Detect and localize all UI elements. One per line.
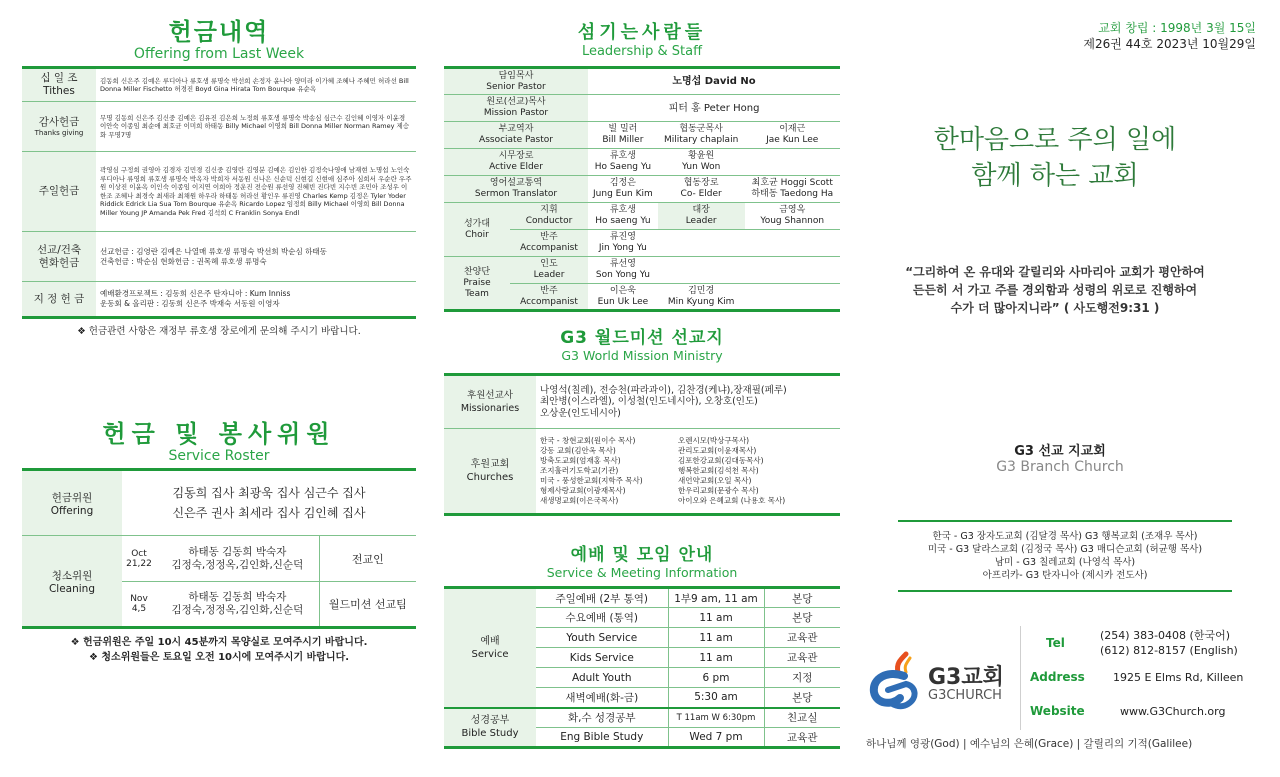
co-elder-label: 협동장로 Co- Elder xyxy=(658,176,745,203)
offering-table xyxy=(22,66,416,319)
churches-label: 후원교회 Churches xyxy=(444,429,536,515)
service-name: 수요예배 (통역) xyxy=(536,608,668,628)
thanks-label xyxy=(22,102,96,152)
co-elder-names: 최호균 Hoggi Scott 하태동 Taedong Ha xyxy=(745,176,841,203)
designated-names: 예배환경프로젝트 : 김동희 신은주 탄자니아 : Kum Inniss 운동회 & 올리판 : 김동희 신은주 박재숙 서동원 이영자 xyxy=(100,289,291,308)
branch-list xyxy=(898,520,1232,592)
scripture-verse xyxy=(870,263,1240,317)
service-time: 5:30 am xyxy=(668,688,764,708)
issue-number: 제26권 44호 2023년 10월29일 xyxy=(1083,37,1256,51)
roster-offering-line1: 김동희 집사 최광욱 집사 심근수 집사 xyxy=(172,486,366,500)
praise-leader-label: 인도 Leader xyxy=(510,257,588,284)
service-subtitle: Service & Meeting Information xyxy=(546,565,738,580)
branch-item: 미국 - G3 달라스교회 (김정국 목사) G3 매디슨교회 (허균행 목사) xyxy=(927,544,1203,555)
mission-building-names: 선교헌금 : 김영란 김예은 나열매 류호생 류명숙 박선희 박순심 하태동 건축헌금 : 박순심 현화헌금 : 권목혜 류호생 류명숙 xyxy=(96,232,416,282)
tel-label: Tel xyxy=(1046,636,1065,650)
contact-info xyxy=(1030,628,1255,726)
roster-table xyxy=(22,468,416,629)
mission-pastor-label: 원로(선교)목사 Mission Pastor xyxy=(444,95,588,122)
roster-cleaning-label-ko: 청소위원 xyxy=(51,569,93,582)
associate-pastor-label: 부교역자 Associate Pastor xyxy=(444,122,588,149)
roster-date xyxy=(122,536,156,582)
leadership-title: 섬기는사람들 xyxy=(577,22,707,43)
service-time: 11 am xyxy=(668,628,764,648)
offering-section xyxy=(22,18,416,337)
service-section xyxy=(444,545,840,749)
roster-offering-label xyxy=(22,470,122,536)
roster-cleaning-names1: 하태동 김동희 박숙자 xyxy=(188,545,287,558)
roster-date-month: Oct xyxy=(131,548,147,559)
branch-subtitle: G3 Branch Church xyxy=(996,459,1124,475)
leadership-section xyxy=(444,22,840,312)
thanks-names: 무명 김동희 신은주 김신중 김예은 김유진 김은희 노정희 류호생 류명숙 박송심 심근수 김인혜 이영자 이윤경 이안숙 이종임 최순애 최호균 이미희 하태동 Billy Michael 이영희 Bill Donna Miller Norman Ramey 제승화 무명7명 xyxy=(96,102,416,152)
conductor-label: 지휘 Conductor xyxy=(510,203,588,230)
roster-group: 월드미션 선교팀 xyxy=(319,582,416,628)
verse-line-3: 수가 더 많아지니라” xyxy=(950,301,1060,315)
bible-study-name: 화,수 성경공부 xyxy=(536,708,668,728)
associate-pastor-1: 빌 밀러 Bill Miller xyxy=(588,122,658,149)
choir-leader-name: 금영옥 Youg Shannon xyxy=(745,203,841,230)
conductor-name: 류호생 Ho saeng Yu xyxy=(588,203,658,230)
mission-title: G3 월드미션 선교지 xyxy=(560,328,724,348)
sunday-label: 주일헌금 xyxy=(22,152,96,232)
service-name: Adult Youth xyxy=(536,668,668,688)
branch-item: 아프리카- G3 탄자니아 (제시카 전도사) xyxy=(982,570,1148,581)
service-place: 교육관 xyxy=(764,628,840,648)
associate-pastor-2: 협동군목사 Military chaplain xyxy=(658,122,745,149)
church-motto xyxy=(870,122,1240,194)
service-name: Youth Service xyxy=(536,628,668,648)
bible-study-place: 교육관 xyxy=(764,728,840,748)
roster-date-days: 21,22 xyxy=(126,558,152,569)
roster-note-1: ❖ 헌금위원은 주일 10시 45분까지 목양실로 모여주시기 바랍니다. xyxy=(70,637,368,648)
translator-name: 김정은 Jung Eun Kim xyxy=(588,176,658,203)
service-name: Kids Service xyxy=(536,648,668,668)
roster-group: 전교인 xyxy=(319,536,416,582)
church-logo xyxy=(866,650,1016,710)
tel-korean: (254) 383-0408 (한국어) xyxy=(1100,629,1230,642)
mission-building-label xyxy=(22,232,96,282)
active-elder-2: 황윤원 Yun Won xyxy=(658,149,745,176)
motto-line-1: 한마음으로 주의 일에 xyxy=(933,125,1177,155)
service-name: 새벽예배(화-금) xyxy=(565,691,639,704)
motto-line-2: 함께 하는 교회 xyxy=(971,161,1139,191)
roster-offering-label-ko: 헌금위원 xyxy=(51,491,93,504)
roster-offering-names xyxy=(122,470,416,536)
roster-date xyxy=(122,582,156,628)
service-name: 주일예배 (2부 통역) xyxy=(536,588,668,608)
leadership-table xyxy=(444,66,840,312)
thanks-label-ko: 감사헌금 xyxy=(38,116,80,128)
choir-leader-label: 대장 Leader xyxy=(658,203,745,230)
tel-english: (612) 812-8157 (English) xyxy=(1100,644,1238,657)
branch-item: 한국 - G3 장자도교회 (김달경 목사) G3 행복교회 (조재우 목사) xyxy=(932,531,1198,542)
choir-label: 성가대 Choir xyxy=(444,203,510,257)
choir-accompanist-name: 류진영 Jin Yong Yu xyxy=(588,230,658,257)
mission-building-label-en: 현화헌금 xyxy=(38,256,80,269)
missionaries-list: 나영석(칠레), 전승천(파라과이), 김찬경(케냐),장재필(페루) 최안병(이스라엘), 이성철(인도네시아), 오창호(인도) 오상운(인도네시아) xyxy=(536,375,840,429)
roster-section xyxy=(22,420,416,663)
mission-subtitle: G3 World Mission Ministry xyxy=(561,348,723,363)
address-label: Address xyxy=(1030,670,1085,684)
senior-pastor-label: 담임목사 Senior Pastor xyxy=(444,68,588,95)
active-elder-label: 시무장로 Active Elder xyxy=(444,149,588,176)
branch-title: G3 선교 지교회 xyxy=(1014,444,1106,459)
verse-line-1: “그리하여 온 유대와 갈릴리와 사마리아 교회가 평안하여 xyxy=(905,265,1205,279)
service-time: 6 pm xyxy=(668,668,764,688)
designated-label: 지 정 헌 금 xyxy=(22,282,96,318)
roster-title: 헌금 및 봉사위원 xyxy=(102,420,336,448)
service-time: 11 am xyxy=(668,648,764,668)
mission-table xyxy=(444,373,840,516)
churches-list xyxy=(536,429,840,515)
churches-list-right: 오렌시모(박상구목사) 관리도교회(이윤재목사) 김포한강교회(김대동목사) 행복한교회(김석천 목사) 새언약교회(오일 목사) 한우리교회(문광수 목사) 아이오와 은혜교회 (나용호 목사) xyxy=(678,436,786,505)
praise-accompanist-1: 이은욱 Eun Uk Lee xyxy=(597,285,649,307)
service-time: 11 am xyxy=(668,608,764,628)
roster-cleaning-label xyxy=(22,536,122,628)
senior-pastor-name: 노명섭 David No xyxy=(588,68,840,95)
bible-study-place: 친교실 xyxy=(764,708,840,728)
tithes-label-ko: 십 일 조 xyxy=(40,72,78,84)
praise-accompanist-label: 반주 Accompanist xyxy=(510,284,588,311)
website-label: Website xyxy=(1030,704,1085,718)
missionaries-label: 후원선교사 Missionaries xyxy=(444,375,536,429)
branch-header xyxy=(900,440,1220,475)
mission-pastor-name: 피터 홍 Peter Hong xyxy=(588,95,840,122)
roster-cleaning-names xyxy=(156,582,319,628)
service-place: 본당 xyxy=(764,608,840,628)
roster-date-month: Nov xyxy=(130,594,148,604)
roster-cleaning-names2: 김정숙,정정옥,김인화,신순덕 xyxy=(171,604,304,616)
offering-title: 헌금내역 xyxy=(168,18,270,46)
tithes-label-en: Tithes xyxy=(43,85,75,97)
bible-study-label: 성경공부 Bible Study xyxy=(444,708,536,748)
bible-study-time: T 11am W 6:30pm xyxy=(668,708,764,728)
logo-name-en: G3CHURCH xyxy=(928,688,1002,703)
branch-item: 남미 - G3 칠레교회 (나영석 목사) xyxy=(994,557,1136,568)
issue-info xyxy=(1083,20,1256,52)
praise-team-label: 찬양단 Praise Team xyxy=(444,257,510,311)
mission-building-label-ko: 선교/건축 xyxy=(36,243,82,256)
praise-accompanist-2: 김민경 Min Kyung Kim xyxy=(667,285,735,307)
tithes-label xyxy=(22,68,96,102)
service-table xyxy=(444,586,840,749)
roster-cleaning-label-en: Cleaning xyxy=(48,582,96,595)
offering-note: ❖ 헌금관련 사항은 재정부 류호생 장로에게 문의해 주시기 바랍니다. xyxy=(77,326,361,337)
translator-label: 영어설교통역 Sermon Translator xyxy=(444,176,588,203)
roster-cleaning-names xyxy=(156,536,319,582)
roster-cleaning-names1: 하태동 김동희 박숙자 xyxy=(188,591,287,603)
active-elder-1: 류호생 Ho Saeng Yu xyxy=(588,149,658,176)
offering-subtitle: Offering from Last Week xyxy=(133,46,305,62)
logo-name-ko: G3교회 xyxy=(928,665,1004,690)
service-place: 본당 xyxy=(764,688,840,708)
roster-offering-label-en: Offering xyxy=(50,504,94,517)
service-time: 1부9 am, 11 am xyxy=(668,588,764,608)
bible-study-name: Eng Bible Study xyxy=(560,731,644,743)
service-place: 본당 xyxy=(764,588,840,608)
contact-divider xyxy=(1020,626,1021,730)
sunday-names: 곽영심 구정희 권영아 김경자 김민경 김신중 김영란 김영분 김예은 김인한 김정숙나영애 남재현 노명섭 노인숙 루디아나 류영희 류호생 류명숙 박옥자 박희자 서동원 신나은 신순덕 신현길 신현애 심주아 심희서 우순란 우주원 이상진 이윤옥 이인숙 이종임 이지연 이희아 정운진 전승원 류선영 진혜빈 진다빈 지수빈 조민아 조성우 이한조 조혜나 최경숙 최새라 최채원 하우라 하태동 허라선 황인우 류진영 Charles Kemp 김정은 Tyler Yoder Riddick Edrick Lia Sua Tom Bourque 유순옥 Ricardo Lopez 임정희 Billy Michael 이영희 Bill Donna Miller Young JP Amanda Pek Fred 김석희 C Franklin Sonya Endl xyxy=(96,152,416,232)
verse-line-2: 든든히 서 가고 주를 경외함과 성령의 위로로 진행하여 xyxy=(912,283,1198,297)
thanks-label-en: Thanks giving xyxy=(34,129,84,137)
leadership-subtitle: Leadership & Staff xyxy=(581,44,703,59)
footer-slogan: 하나님께 영광(God) | 예수님의 은혜(Grace) | 갈릴리의 기적(Galilee) xyxy=(866,738,1193,750)
worship-label: 예배 Service xyxy=(444,588,536,708)
tithes-names: 김동희 신은주 김예은 루디아나 류호생 류명숙 박선희 손정자 윤나아 양미라 이가혜 조혜나 주혜민 허라선 Bill Donna Miller Fischetto 허경진 Boyd Gina Hirata Tom Bourque 유순옥 xyxy=(96,68,416,102)
choir-accompanist-label: 반주 Accompanist xyxy=(510,230,588,257)
churches-list-left: 한국 - 창현교회(원이수 목사) 강동 교회(김안옥 목사) 방축도교회(엄재홍 목사) 조지훌러기도학교(기관) 미국 - 풍성한교회(지학주 목사) 형제사랑교회(이광재목사) 새생명교회(이은국목사) xyxy=(540,436,643,505)
service-place: 지정 xyxy=(764,668,840,688)
verse-reference: ( 사도행전9:31 ) xyxy=(1063,301,1160,315)
g3-logo-icon xyxy=(866,650,926,710)
founded-date: 교회 창립 : 1998년 3월 15일 xyxy=(1098,21,1256,35)
service-place: 교육관 xyxy=(764,648,840,668)
address-value: 1925 E Elms Rd, Killeen xyxy=(1113,670,1244,684)
website-link[interactable]: www.G3Church.org xyxy=(1120,704,1226,718)
service-title: 예배 및 모임 안내 xyxy=(570,545,714,565)
roster-note-2: ❖ 청소위원들은 토요일 오전 10시에 모여주시기 바랍니다. xyxy=(88,652,350,663)
roster-offering-line2: 신은주 권사 최세라 집사 김인혜 집사 xyxy=(172,506,366,520)
roster-date-days: 4,5 xyxy=(131,604,147,614)
associate-pastor-3: 이재근 Jae Kun Lee xyxy=(745,122,841,149)
praise-leader-name: 류선영 Son Yong Yu xyxy=(588,257,658,284)
bible-study-time: Wed 7 pm xyxy=(668,728,764,748)
mission-section xyxy=(444,328,840,516)
roster-cleaning-names2: 김정숙,정정옥,김인화,신순덕 xyxy=(171,558,304,571)
roster-subtitle: Service Roster xyxy=(168,448,270,464)
